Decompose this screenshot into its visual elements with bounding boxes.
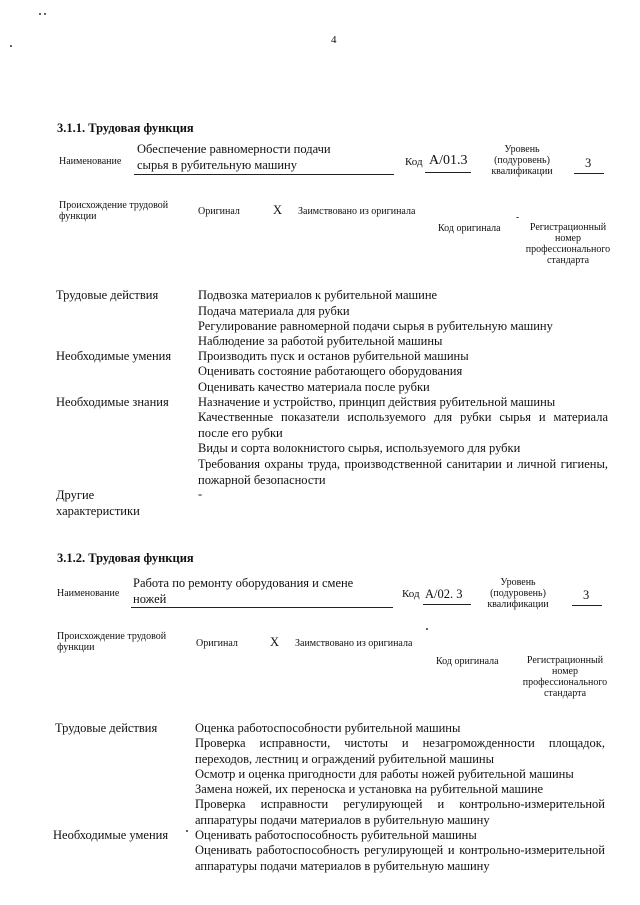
level-value: 3	[583, 588, 590, 602]
level-value: 3	[585, 156, 592, 170]
actions-label: Трудовые действия	[56, 288, 159, 302]
action-item: Осмотр и оценка пригодности для работы ножей рубительной машины	[195, 767, 574, 781]
borrowed-label: Заимствовано из оригинала	[295, 638, 413, 649]
name-underline	[134, 174, 394, 175]
borrowed-label: Заимствовано из оригинала	[298, 206, 416, 217]
code-original-label: Код оригинала	[436, 656, 499, 667]
knowledge-item: Качественные показатели используемого для рубки сырья и материала после его рубки	[198, 410, 608, 440]
level-label: Уровень (подуровень) квалификации	[487, 577, 549, 610]
skills-label: Необходимые умения	[53, 828, 169, 842]
scan-speck	[426, 628, 428, 630]
action-item: Проверка исправности регулирующей и контрольно-измерительной аппаратуры подачи материалов в рубительную машину	[195, 797, 605, 827]
original-label: Оригинал	[196, 638, 238, 649]
skill-item: Оценивать работоспособность рубительной машины	[195, 828, 477, 842]
scan-speck	[516, 217, 519, 218]
action-item: Замена ножей, их переноска и установка на рубительной машине	[195, 782, 544, 796]
other-characteristics-value: -	[198, 487, 203, 501]
level-label: Уровень (подуровень) квалификации	[491, 144, 553, 177]
code-underline	[425, 172, 471, 173]
action-item: Наблюдение за работой рубительной машины	[198, 334, 443, 348]
skill-item: Оценивать качество материала после рубки	[198, 380, 430, 394]
code-value: A/02. 3	[425, 587, 463, 601]
scan-speck	[39, 13, 41, 15]
page-number: 4	[331, 34, 337, 46]
knowledge-item: Виды и сорта волокнистого сырья, используемого для рубки	[198, 441, 521, 455]
function-name-line1: Работа по ремонту оборудования и смене	[133, 576, 354, 590]
skill-item: Оценивать работоспособность регулирующей и контрольно-измерительной аппаратуры подачи материалов в рубительную машину	[195, 843, 605, 873]
skill-item: Производить пуск и останов рубительной машины	[198, 349, 469, 363]
original-label: Оригинал	[198, 206, 240, 217]
scan-speck	[186, 830, 188, 832]
code-label: Код	[402, 588, 420, 600]
action-item: Регулирование равномерной подачи сырья в рубительную машину	[198, 319, 553, 333]
code-value: A/01.3	[429, 153, 468, 168]
action-item: Оценка работоспособности рубительной машины	[195, 721, 461, 735]
scan-speck	[10, 45, 12, 47]
knowledge-item: Назначение и устройство, принцип действия рубительной машины	[198, 395, 556, 409]
name-label: Наименование	[59, 156, 122, 167]
scan-speck	[44, 13, 46, 15]
level-underline	[572, 605, 602, 606]
level-underline	[574, 173, 604, 174]
code-label: Код	[405, 156, 423, 168]
section-heading: 3.1.2. Трудовая функция	[57, 551, 194, 565]
code-original-label: Код оригинала	[438, 223, 501, 234]
origin-label: Происхождение трудовой функции	[57, 631, 167, 653]
knowledge-label: Необходимые знания	[56, 395, 169, 409]
action-item: Подача материала для рубки	[198, 304, 350, 318]
original-checkmark: X	[273, 203, 283, 217]
reg-number-label: Регистрационный номер профессионального стандарта	[522, 655, 608, 699]
origin-label: Происхождение трудовой функции	[59, 200, 169, 222]
original-checkmark: X	[270, 635, 280, 649]
actions-label: Трудовые действия	[55, 721, 158, 735]
action-item: Подвозка материалов к рубительной машине	[198, 288, 438, 302]
function-name-line2: сырья в рубительную машину	[137, 158, 297, 172]
skill-item: Оценивать состояние работающего оборудования	[198, 364, 463, 378]
skills-label: Необходимые умения	[56, 349, 172, 363]
action-item: Проверка исправности, чистоты и незагроможденности площадок, переходов, лестниц и ограждений рубительной машины	[195, 736, 605, 766]
name-label: Наименование	[57, 588, 120, 599]
reg-number-label: Регистрационный номер профессионального стандарта	[525, 222, 611, 266]
function-name-line2: ножей	[133, 592, 167, 606]
code-underline	[423, 604, 471, 605]
knowledge-item: Требования охраны труда, производственной санитарии и личной гигиены, пожарной безопасности	[198, 457, 608, 487]
name-underline	[131, 607, 393, 608]
other-characteristics-label: Другие характеристики	[56, 488, 140, 518]
function-name-line1: Обеспечение равномерности подачи	[137, 142, 331, 156]
section-heading: 3.1.1. Трудовая функция	[57, 121, 194, 135]
